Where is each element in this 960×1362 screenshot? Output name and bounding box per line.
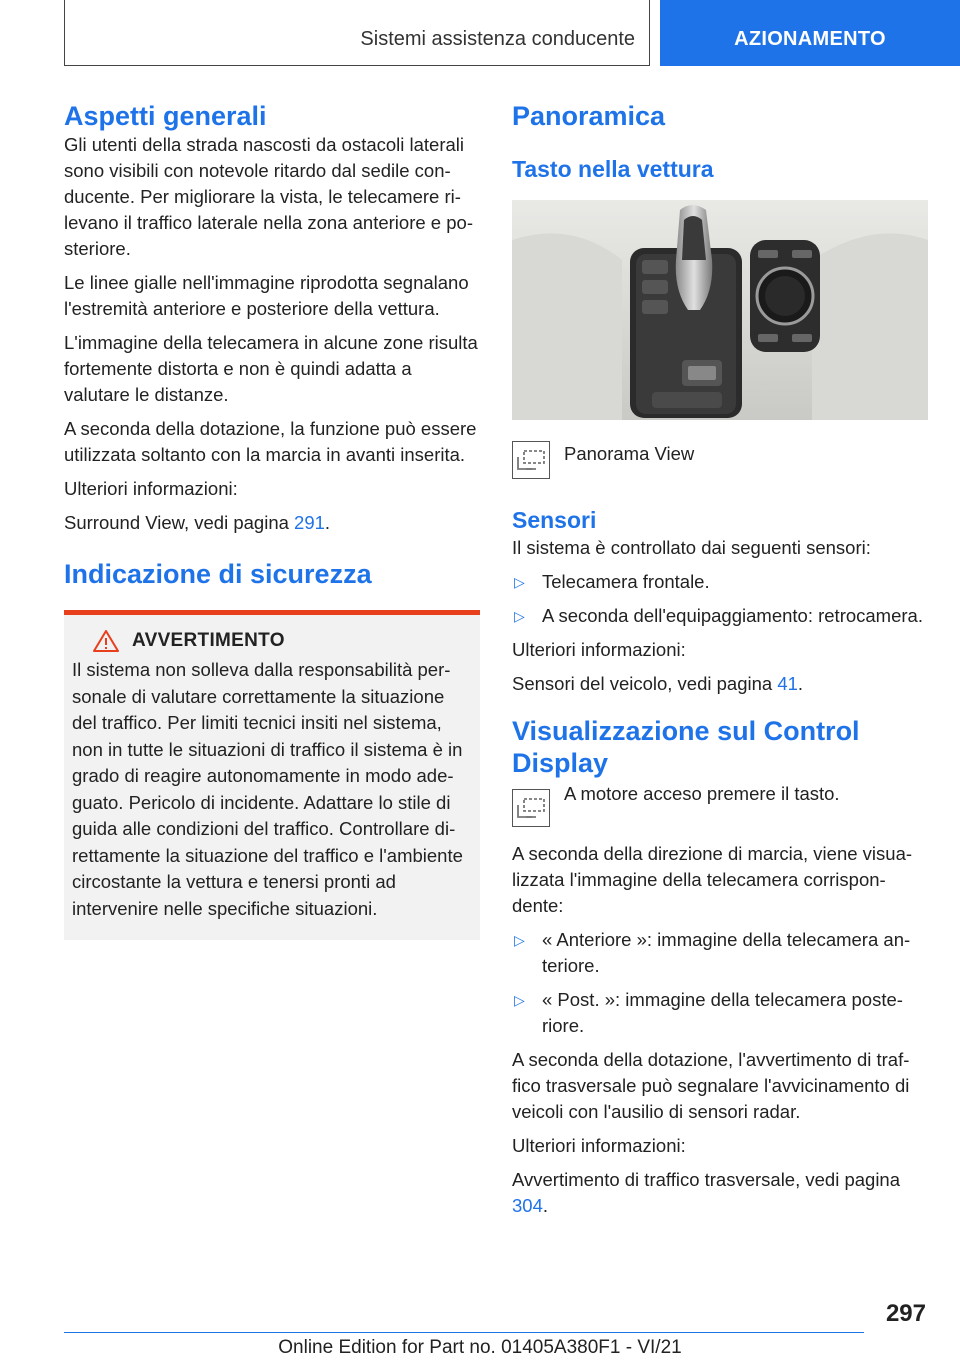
heading-safety: Indicazione di sicurezza bbox=[64, 559, 372, 589]
page-number: 297 bbox=[885, 1300, 926, 1327]
paragraph-yellow-lines: Le linee gialle nell'immagine riprodotta segnalano l'estremità anteriore e posteriore della vettura. bbox=[64, 272, 469, 319]
display-instruction-row bbox=[512, 781, 928, 827]
heading-sensors: Sensori bbox=[512, 507, 597, 533]
list-item: ▷ « Post. »: immagine della telecamera posteriore. bbox=[514, 989, 903, 1036]
display-instruction: A motore acceso premere il tasto. bbox=[564, 783, 840, 804]
warning-text: Il sistema non solleva dalla responsabilità personale di valutare correttamente la situazione del traffico. Per limiti tecnici insiti nel sistema, non in tutte le situazioni di traffico il sistema è in grado di reagire autonomamente in modo adeguato. Pericolo di incidente. Adattare lo stile di guida alle condizioni del traffico. Controllare direttamente la situazione del traffico e l'ambiente circostante la vettura e tenersi pronti ad intervenire nelle specifiche situazioni. bbox=[72, 659, 463, 919]
paragraph-more-info-sensors: Ulteriori informazioni: bbox=[512, 639, 686, 660]
paragraph-more-info-cross: Ulteriori informazioni: bbox=[512, 1135, 686, 1156]
sensors-list bbox=[512, 569, 928, 629]
paragraph-more-info: Ulteriori informazioni: bbox=[64, 478, 238, 499]
footer-divider bbox=[64, 1332, 864, 1333]
center-console-photo bbox=[512, 200, 928, 420]
page-link-304[interactable]: 304 bbox=[512, 1195, 543, 1216]
warning-title: AVVERTIMENTO bbox=[132, 630, 285, 651]
heading-general: Aspetti generali bbox=[64, 101, 267, 131]
list-item: ▷ « Anteriore »: immagine della telecamera anteriore. bbox=[514, 929, 911, 976]
triangle-bullet-icon: ▷ bbox=[514, 992, 525, 1008]
header-chapter-tab bbox=[660, 0, 960, 66]
page-link-41[interactable]: 41 bbox=[777, 673, 798, 694]
right-column bbox=[512, 100, 928, 1227]
footer-edition: Online Edition for Part no. 01405A380F1 - VI/21 bbox=[278, 1337, 682, 1358]
triangle-bullet-icon: ▷ bbox=[514, 574, 525, 590]
warning-header bbox=[92, 629, 472, 653]
header-section-title: Sistemi assistenza conducente bbox=[360, 28, 635, 50]
paragraph-forward-gear: A seconda della dotazione, la funzione può essere utilizzata soltanto con la marcia in avanti inserita. bbox=[64, 418, 477, 465]
triangle-bullet-icon: ▷ bbox=[514, 608, 525, 624]
list-item: ▷ A seconda dell'equipaggiamento: retrocamera. bbox=[512, 603, 928, 629]
warning-box bbox=[64, 615, 480, 940]
triangle-bullet-icon: ▷ bbox=[514, 932, 525, 948]
panorama-view-row bbox=[512, 441, 928, 479]
list-item: ▷ Telecamera frontale. bbox=[512, 569, 928, 595]
panorama-view-glyph bbox=[516, 449, 546, 471]
heading-control-display: Visualizzazione sul Control Display bbox=[512, 716, 860, 778]
paragraph-sensors-ref: Sensori del veicolo, vedi pagina 41. bbox=[512, 673, 804, 694]
paragraph-direction: A seconda della direzione di marcia, viene visualizzata l'immagine della telecamera corrispondente: bbox=[512, 843, 913, 916]
panorama-view-glyph bbox=[516, 797, 546, 819]
header-section-box bbox=[64, 0, 650, 66]
sensors-intro: Il sistema è controllato dai seguenti sensori: bbox=[512, 537, 871, 558]
paragraph-surround-ref: Surround View, vedi pagina 291. bbox=[64, 512, 331, 533]
page-link-291[interactable]: 291 bbox=[294, 512, 325, 533]
paragraph-distortion: L'immagine della telecamera in alcune zone risulta fortemente distorta e non è quindi adatta a valutare le distanze. bbox=[64, 332, 478, 405]
header-chapter-title: AZIONAMENTO bbox=[734, 28, 886, 50]
warning-icon bbox=[92, 629, 120, 653]
paragraph-cross-ref: Avvertimento di traffico trasversale, vedi pagina 304. bbox=[512, 1169, 901, 1216]
heading-overview: Panoramica bbox=[512, 101, 666, 131]
left-column bbox=[64, 100, 480, 940]
camera-button-icon[interactable] bbox=[512, 441, 550, 479]
heading-button-in-vehicle: Tasto nella vettura bbox=[512, 156, 714, 182]
paragraph-intro: Gli utenti della strada nascosti da ostacoli laterali sono visibili con notevole ritardo dal sedile conducente. Per migliorare la vista, le telecamere rilevano il traffico laterale nella zona anteriore e posteriore. bbox=[64, 134, 473, 259]
paragraph-cross-traffic: A seconda della dotazione, l'avvertimento di traffico trasversale può segnalare l'avvicinamento di veicoli con l'ausilio di sensori radar. bbox=[512, 1049, 910, 1122]
camera-modes-list bbox=[512, 927, 928, 1039]
camera-button-icon[interactable] bbox=[512, 789, 550, 827]
panorama-view-label: Panorama View bbox=[564, 443, 695, 464]
